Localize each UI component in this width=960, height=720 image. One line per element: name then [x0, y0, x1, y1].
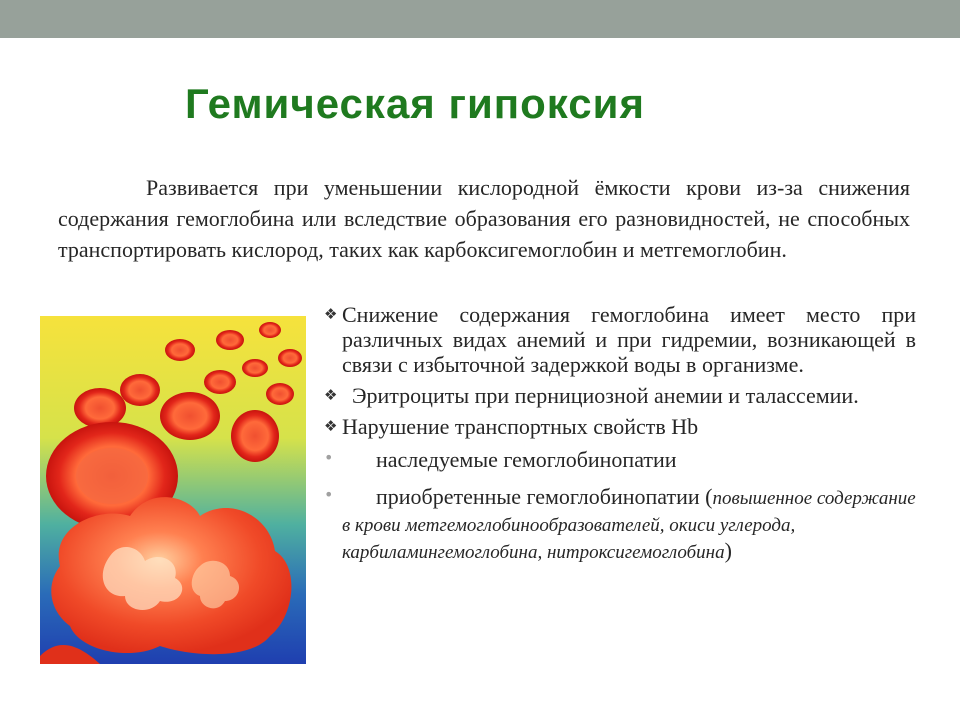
- bullet-text: Нарушение транспортных свойств Hb: [342, 414, 699, 439]
- dot-bullet-icon: •: [324, 448, 334, 467]
- dot-bullet-icon: •: [324, 485, 334, 504]
- bullet-text: Эритроциты при пернициозной анемии и талассемии.: [352, 383, 859, 408]
- intro-paragraph: Развивается при уменьшении кислородной ёмкости крови из-за снижения содержания гемоглобина или вследствие образования его разновидностей, не способных транспортировать кислород, таких как карбоксигемоглобин и метгемоглобин.: [58, 175, 910, 262]
- list-item: [324, 414, 916, 439]
- list-item: [324, 302, 916, 377]
- diamond-bullet-icon: ❖: [324, 417, 338, 435]
- bullet-note: повышенное содержание в крови метгемоглобинообразователей, окиси углерода, карбиламингемоглобина, нитроксигемоглобина: [342, 488, 916, 563]
- bullet-list: [324, 302, 916, 571]
- list-item: [324, 447, 916, 472]
- list-item: [324, 484, 916, 565]
- diamond-bullet-icon: ❖: [324, 305, 338, 323]
- red-blood-cells-image: [40, 316, 306, 664]
- top-bar: [0, 0, 960, 38]
- bullet-text: приобретенные гемоглобинопатии (: [376, 484, 713, 509]
- bullet-text: наследуемые гемоглобинопатии: [376, 447, 677, 472]
- diamond-bullet-icon: ❖: [324, 386, 338, 404]
- list-item: [324, 383, 916, 408]
- bullet-text: Снижение содержания гемоглобина имеет место при различных видах анемий и при гидремии, возникающей в связи с избыточной задержкой воды в организме.: [342, 302, 916, 377]
- slide-title: Гемическая гипоксия: [185, 80, 645, 127]
- bullet-closing: ): [724, 538, 732, 563]
